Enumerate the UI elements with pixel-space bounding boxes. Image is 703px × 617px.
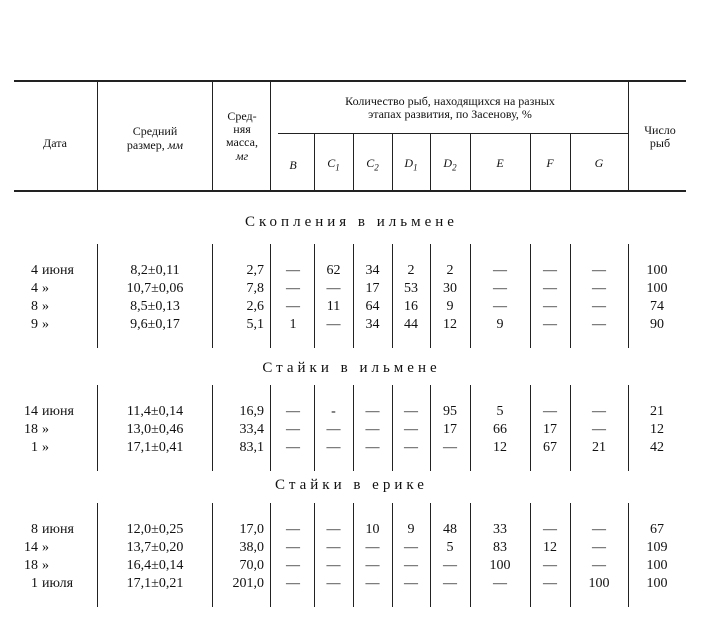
row-stage-value: — [286, 440, 300, 455]
column-rule [270, 385, 271, 471]
column-rule [212, 385, 213, 471]
row-stage-value: — [365, 540, 380, 555]
row-stage-value: — [592, 299, 606, 314]
stage-header-G [570, 156, 628, 171]
header-group-line2: этапах развития, по Засенову, % [368, 107, 532, 121]
row-date-num: 8 [31, 522, 38, 537]
row-date-num: 9 [31, 317, 38, 332]
stage-header-label: $D_2$ [443, 156, 457, 173]
row-size: 11,4±0,14 [126, 404, 184, 419]
row-stage-value: 83 [493, 540, 507, 555]
header-mass-unit: мг [235, 149, 249, 163]
row-stage-value: — [493, 576, 507, 591]
row-mass: 70,0 [239, 558, 264, 573]
header-size-line2 [100, 139, 210, 151]
row-size: 16,4±0,14 [126, 558, 184, 573]
column-rule [470, 503, 471, 607]
column-rule [392, 244, 393, 348]
column-rule [97, 503, 98, 607]
row-stage-value: 9 [407, 522, 415, 537]
row-count: 74 [650, 299, 664, 314]
row-stage-value: 34 [365, 317, 380, 332]
row-count: 67 [650, 522, 664, 537]
row-stage-value: 17 [543, 422, 557, 437]
row-mass: 16,9 [239, 404, 264, 419]
stage-subscript: 1 [413, 162, 418, 173]
row-stage-value: — [543, 558, 557, 573]
row-stage-value: — [404, 576, 418, 591]
header-vline [212, 82, 213, 190]
row-date-num: 14 [24, 404, 38, 419]
row-stage-value: — [592, 558, 606, 573]
row-stage-value: — [286, 576, 300, 591]
header-mass-line1: Сред- [227, 109, 257, 123]
row-count: 100 [646, 576, 668, 591]
row-count: 109 [646, 540, 668, 555]
header-group-line1: Количество рыб, находящихся на разных [345, 94, 555, 108]
column-rule [270, 503, 271, 607]
row-stage-value: — [543, 404, 557, 419]
row-stage-value: 34 [365, 263, 380, 278]
row-date-month: » [42, 540, 49, 555]
row-stage-value: — [326, 317, 341, 332]
row-stage-value: — [543, 299, 557, 314]
row-size: 17,1±0,41 [126, 440, 184, 455]
row-date-num: 1 [31, 440, 38, 455]
column-rule [430, 503, 431, 607]
row-stage-value: 2 [446, 263, 454, 278]
section-title: Скопления в ильмене [245, 214, 458, 230]
row-stage-value: — [404, 540, 418, 555]
row-size: 13,7±0,20 [126, 540, 184, 555]
row-date-num: 4 [31, 263, 38, 278]
row-stage-value: — [365, 440, 380, 455]
column-rule [570, 503, 571, 607]
group-rule [278, 133, 628, 134]
row-mass: 38,0 [239, 540, 264, 555]
row-mass: 33,4 [239, 422, 264, 437]
header-count-line2: рыб [649, 136, 671, 150]
stage-subscript: 1 [335, 162, 340, 173]
row-stage-value: — [326, 558, 341, 573]
row-stage-value: 9 [496, 317, 504, 332]
row-stage-value: 1 [289, 317, 297, 332]
row-stage-value: 12 [493, 440, 507, 455]
stage-header-label: $C_1$ [327, 156, 340, 173]
header-bottom-rule [14, 190, 686, 192]
row-count: 21 [650, 404, 664, 419]
row-stage-value: — [404, 404, 418, 419]
row-stage-value: — [365, 576, 380, 591]
row-stage-value: 9 [446, 299, 454, 314]
row-stage-value: — [326, 522, 341, 537]
row-stage-value: 5 [496, 404, 504, 419]
row-stage-value: — [592, 522, 606, 537]
row-stage-value: — [365, 558, 380, 573]
row-stage-value: — [365, 404, 380, 419]
row-stage-value: — [286, 522, 300, 537]
stage-header-label: B [289, 158, 297, 172]
row-stage-value: — [592, 263, 606, 278]
stage-subscript: 2 [374, 162, 379, 173]
top-rule [14, 80, 686, 82]
column-rule [530, 503, 531, 607]
row-stage-value: 17 [443, 422, 457, 437]
row-stage-value: — [326, 540, 341, 555]
row-date-month: июля [42, 576, 74, 591]
row-mass: 7,8 [246, 281, 264, 296]
column-rule [628, 244, 629, 348]
row-date-month: » [42, 317, 49, 332]
row-date-month: июня [42, 263, 74, 278]
row-stage-value: 10 [365, 522, 380, 537]
row-stage-value: — [493, 263, 507, 278]
row-size: 12,0±0,25 [126, 522, 184, 537]
row-mass: 2,6 [246, 299, 264, 314]
stage-header-C2 [353, 156, 392, 172]
row-stage-value: 62 [326, 263, 341, 278]
row-stage-value: 53 [404, 281, 418, 296]
row-stage-value: — [326, 281, 341, 296]
row-stage-value: 11 [326, 299, 341, 314]
row-stage-value: — [592, 540, 606, 555]
row-date-month: июня [42, 404, 74, 419]
row-date-num: 1 [31, 576, 38, 591]
row-size: 17,1±0,21 [126, 576, 184, 591]
row-size: 10,7±0,06 [126, 281, 184, 296]
stage-header-E [470, 156, 530, 171]
row-stage-value: 44 [404, 317, 418, 332]
header-size-text: размер, [126, 138, 165, 152]
column-rule [530, 244, 531, 348]
row-stage-value: — [543, 522, 557, 537]
row-stage-value: — [592, 404, 606, 419]
column-rule [314, 503, 315, 607]
row-stage-value: 100 [588, 576, 610, 591]
column-rule [97, 385, 98, 471]
column-rule [353, 244, 354, 348]
column-rule [212, 244, 213, 348]
row-stage-value: — [286, 263, 300, 278]
row-stage-value: — [326, 440, 341, 455]
row-stage-value: — [365, 422, 380, 437]
row-date-num: 18 [24, 422, 38, 437]
column-rule [97, 244, 98, 348]
stage-subscript: 2 [452, 162, 457, 173]
row-mass: 17,0 [239, 522, 264, 537]
stage-header-D2 [430, 156, 470, 172]
row-stage-value: 2 [407, 263, 415, 278]
row-stage-value: 5 [446, 540, 454, 555]
row-stage-value: 21 [592, 440, 606, 455]
stage-header-F [530, 156, 570, 171]
row-stage-value: 30 [443, 281, 457, 296]
row-stage-value: 12 [543, 540, 557, 555]
row-stage-value: — [493, 299, 507, 314]
row-date-month: » [42, 558, 49, 573]
header-vline [270, 82, 271, 190]
row-date-num: 18 [24, 558, 38, 573]
row-size: 9,6±0,17 [130, 317, 180, 332]
section-title: Стайки в ильмене [262, 360, 441, 376]
header-vline [97, 82, 98, 190]
row-date-month: » [42, 422, 49, 437]
row-stage-value: — [286, 404, 300, 419]
row-stage-value: — [443, 440, 457, 455]
row-date-num: 4 [31, 281, 38, 296]
row-stage-value: 67 [543, 440, 557, 455]
header-date: Дата [43, 136, 67, 150]
row-stage-value: — [286, 299, 300, 314]
row-stage-value: — [543, 263, 557, 278]
stage-header-label: E [496, 156, 504, 170]
column-rule [628, 385, 629, 471]
column-rule [212, 503, 213, 607]
header-size-unit: мм [167, 138, 184, 152]
row-stage-value: — [592, 422, 606, 437]
row-mass: 5,1 [246, 317, 264, 332]
row-stage-value: — [443, 576, 457, 591]
stage-header-label: $C_2$ [366, 156, 379, 173]
row-stage-value: 17 [365, 281, 380, 296]
column-rule [353, 503, 354, 607]
row-mass: 2,7 [246, 263, 264, 278]
row-count: 90 [650, 317, 664, 332]
header-mass-line3: масса, [226, 135, 258, 149]
row-stage-value: — [493, 281, 507, 296]
column-rule [628, 503, 629, 607]
row-mass: 83,1 [239, 440, 264, 455]
column-rule [270, 244, 271, 348]
row-count: 12 [650, 422, 664, 437]
row-stage-value: — [286, 281, 300, 296]
stage-header-B [272, 158, 314, 173]
row-stage-value: — [543, 281, 557, 296]
stage-header-label: $D_1$ [404, 156, 418, 173]
row-stage-value: — [326, 576, 341, 591]
row-date-num: 8 [31, 299, 38, 314]
row-stage-value: 12 [443, 317, 457, 332]
row-count: 100 [646, 558, 668, 573]
row-stage-value: — [592, 317, 606, 332]
row-stage-value: - [331, 404, 336, 419]
column-rule [470, 244, 471, 348]
row-stage-value: — [592, 281, 606, 296]
header-vline [628, 82, 629, 190]
column-rule [392, 503, 393, 607]
header-mass-line2: няя [233, 122, 251, 136]
row-stage-value: 66 [493, 422, 507, 437]
stage-header-C1 [314, 156, 353, 172]
row-stage-value: — [543, 576, 557, 591]
row-date-month: » [42, 440, 49, 455]
row-size: 13,0±0,46 [126, 422, 184, 437]
row-stage-value: — [404, 422, 418, 437]
header-count-line1: Число [644, 123, 676, 137]
column-rule [570, 244, 571, 348]
row-date-month: » [42, 281, 49, 296]
row-date-month: » [42, 299, 49, 314]
stage-header-label: G [594, 156, 604, 170]
row-stage-value: — [404, 440, 418, 455]
row-size: 8,2±0,11 [130, 263, 180, 278]
column-rule [430, 244, 431, 348]
row-stage-value: — [286, 540, 300, 555]
row-stage-value: 95 [443, 404, 457, 419]
row-stage-value: — [404, 558, 418, 573]
row-stage-value: — [326, 422, 341, 437]
row-date-num: 14 [24, 540, 38, 555]
column-rule [314, 244, 315, 348]
stage-header-label: F [546, 156, 554, 170]
row-stage-value: 100 [489, 558, 511, 573]
row-stage-value: 33 [493, 522, 507, 537]
header-size-line1: Средний [132, 124, 178, 138]
section-title: Стайки в ерике [275, 477, 428, 493]
row-count: 42 [650, 440, 664, 455]
row-count: 100 [646, 281, 668, 296]
row-mass: 201,0 [232, 576, 264, 591]
row-stage-value: 48 [443, 522, 457, 537]
row-stage-value: 16 [404, 299, 418, 314]
row-count: 100 [646, 263, 668, 278]
row-stage-value: — [286, 558, 300, 573]
row-stage-value: — [443, 558, 457, 573]
row-size: 8,5±0,13 [130, 299, 180, 314]
stage-header-D1 [392, 156, 430, 172]
row-stage-value: — [543, 317, 557, 332]
row-stage-value: — [286, 422, 300, 437]
row-date-month: июня [42, 522, 74, 537]
row-stage-value: 64 [365, 299, 380, 314]
